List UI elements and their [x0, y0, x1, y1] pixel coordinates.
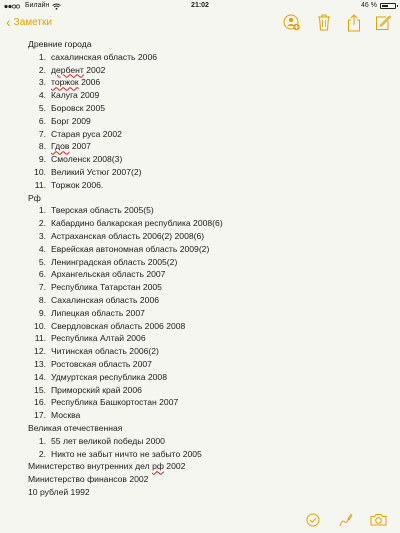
list-item: [28, 307, 388, 320]
line-text: Великий Устюг 2007(2): [51, 166, 142, 177]
note-heading: [28, 422, 388, 435]
list-item-number: 8.: [38, 294, 46, 305]
line-text: 10 рублей 1992: [28, 486, 90, 497]
line-text-before: Министерство внутренних дел: [28, 461, 153, 472]
line-text: Республика Татарстан 2005: [51, 282, 162, 293]
list-item-number: 7.: [38, 128, 46, 139]
list-item: [28, 256, 388, 269]
line-text: Рф: [28, 192, 41, 203]
list-item-number: 4.: [38, 90, 46, 101]
chevron-left-icon: ‹: [6, 14, 11, 30]
line-text: Кабардино балкарская республика 2008(6): [51, 218, 223, 229]
list-item-number: 17.: [34, 410, 46, 421]
misspelled-word: торжок: [51, 77, 79, 88]
list-item: [28, 230, 388, 243]
line-text: Сахалинская область 2006: [51, 294, 160, 305]
list-item: [28, 217, 388, 230]
list-item-number: 11.: [34, 179, 46, 190]
list-item: [28, 345, 388, 358]
line-text-after: 2002: [163, 461, 186, 472]
list-item-number: 3.: [38, 77, 46, 88]
list-item: [28, 243, 388, 256]
add-people-icon[interactable]: [283, 14, 301, 32]
line-text: Ленинградская область 2005(2): [51, 256, 178, 267]
back-button-label: Заметки: [13, 16, 52, 28]
list-item: [28, 166, 388, 179]
line-text: Свердловская область 2006 2008: [51, 320, 186, 331]
list-item-number: 5.: [38, 102, 46, 113]
list-item: [28, 384, 388, 397]
list-item-number: 8.: [38, 141, 46, 152]
list-item: [28, 320, 388, 333]
list-item-number: 7.: [38, 282, 46, 293]
list-item: [28, 268, 388, 281]
list-item: [28, 140, 388, 153]
list-item-number: 9.: [38, 307, 46, 318]
line-text-after: 2007: [69, 141, 91, 152]
list-item: [28, 51, 388, 64]
status-bar: [0, 0, 400, 12]
list-item: [28, 76, 388, 89]
list-item: [28, 435, 388, 448]
line-text: Архангельская область 2007: [51, 269, 166, 280]
list-item-number: 9.: [38, 154, 46, 165]
line-text: Торжок 2006.: [51, 179, 104, 190]
list-item-number: 13.: [34, 358, 46, 369]
note-heading: [28, 192, 388, 205]
line-text: Приморский край 2006: [51, 384, 142, 395]
line-text: Астраханская область 2006(2) 2008(6): [51, 230, 205, 241]
list-item-number: 4.: [38, 243, 46, 254]
list-item-number: 2.: [38, 218, 46, 229]
line-text: Липецкая область 2007: [51, 307, 145, 318]
note-heading: [28, 473, 388, 486]
list-item: [28, 102, 388, 115]
list-item: [28, 89, 388, 102]
list-item: [28, 371, 388, 384]
status-right: [361, 0, 396, 12]
note-heading: [28, 486, 388, 499]
list-item: [28, 396, 388, 409]
list-item-number: 1.: [38, 435, 46, 446]
line-text: Республика Алтай 2006: [51, 333, 146, 344]
note-heading: [28, 460, 388, 473]
misspelled-word: Гдов: [51, 141, 70, 152]
note-body[interactable]: [28, 38, 388, 499]
line-text: Министерство финансов 2002: [28, 474, 149, 485]
list-item: [28, 281, 388, 294]
list-item-number: 10.: [34, 320, 46, 331]
toolbar: [0, 12, 400, 34]
list-item-number: 1.: [38, 51, 46, 62]
line-text: Москва: [51, 410, 81, 421]
status-time: 21:02: [191, 2, 209, 9]
line-text: Читинская область 2006(2): [51, 346, 159, 357]
list-item-number: 6.: [38, 115, 46, 126]
list-item: [28, 332, 388, 345]
line-text-after: 2006: [78, 77, 101, 88]
trash-icon[interactable]: [317, 14, 331, 31]
misspelled-word: рф: [152, 461, 164, 472]
list-item-number: 2.: [38, 64, 46, 75]
line-text: 55 лет великой победы 2000: [51, 435, 165, 446]
list-item-number: 12.: [34, 346, 46, 357]
line-text: Удмуртская республика 2008: [51, 371, 167, 382]
sketch-icon[interactable]: [338, 513, 353, 528]
list-item-number: 6.: [38, 269, 46, 280]
list-item: [28, 358, 388, 371]
note-heading: [28, 38, 388, 51]
line-text: Калуга 2009: [51, 90, 100, 101]
carrier-name: Билайн: [25, 2, 50, 9]
list-item: [28, 153, 388, 166]
list-item-number: 5.: [38, 256, 46, 267]
battery-percent: 46 %: [361, 2, 377, 9]
list-item-number: 1.: [38, 205, 46, 216]
list-item: [28, 64, 388, 77]
battery-fill: [382, 5, 388, 7]
back-button[interactable]: [6, 15, 52, 29]
misspelled-word: дербент: [51, 64, 84, 75]
battery-icon: [380, 3, 396, 9]
list-item-number: 16.: [34, 397, 46, 408]
list-item: [28, 448, 388, 461]
line-text: Великая отечественная: [28, 422, 123, 433]
list-item-number: 10.: [34, 166, 46, 177]
line-text: Борг 2009: [51, 115, 91, 126]
line-text: Никто не забыт ничто не забыто 2005: [51, 448, 202, 459]
line-text: Боровск 2005: [51, 102, 106, 113]
compose-icon[interactable]: [375, 14, 391, 31]
list-item-number: 11.: [34, 333, 46, 344]
line-text-after: 2002: [83, 64, 106, 75]
line-text: сахалинская область 2006: [51, 51, 158, 62]
list-item: [28, 179, 388, 192]
list-item: [28, 409, 388, 422]
line-text: Тверская область 2005(5): [51, 205, 154, 216]
line-text: Старая руса 2002: [51, 128, 122, 139]
line-text: [51, 140, 91, 153]
line-text: Смоленск 2008(3): [51, 154, 123, 165]
line-text: [28, 461, 185, 471]
list-item-number: 2.: [38, 448, 46, 459]
camera-icon[interactable]: [370, 513, 387, 526]
share-icon[interactable]: [347, 14, 361, 32]
list-item: [28, 294, 388, 307]
list-item-number: 3.: [38, 230, 46, 241]
list-item-number: 15.: [34, 384, 46, 395]
line-text: [51, 64, 105, 77]
list-item: [28, 204, 388, 217]
line-text: Древние города: [28, 39, 92, 49]
list-item: [28, 115, 388, 128]
list-item-number: 14.: [34, 371, 46, 382]
line-text: [51, 76, 100, 89]
line-text: Республика Башкортостан 2007: [51, 397, 179, 408]
line-text: Ростовская область 2007: [51, 358, 152, 369]
list-item: [28, 128, 388, 141]
line-text: Еврейская автономная область 2009(2): [51, 243, 210, 254]
checklist-icon[interactable]: [306, 513, 320, 527]
